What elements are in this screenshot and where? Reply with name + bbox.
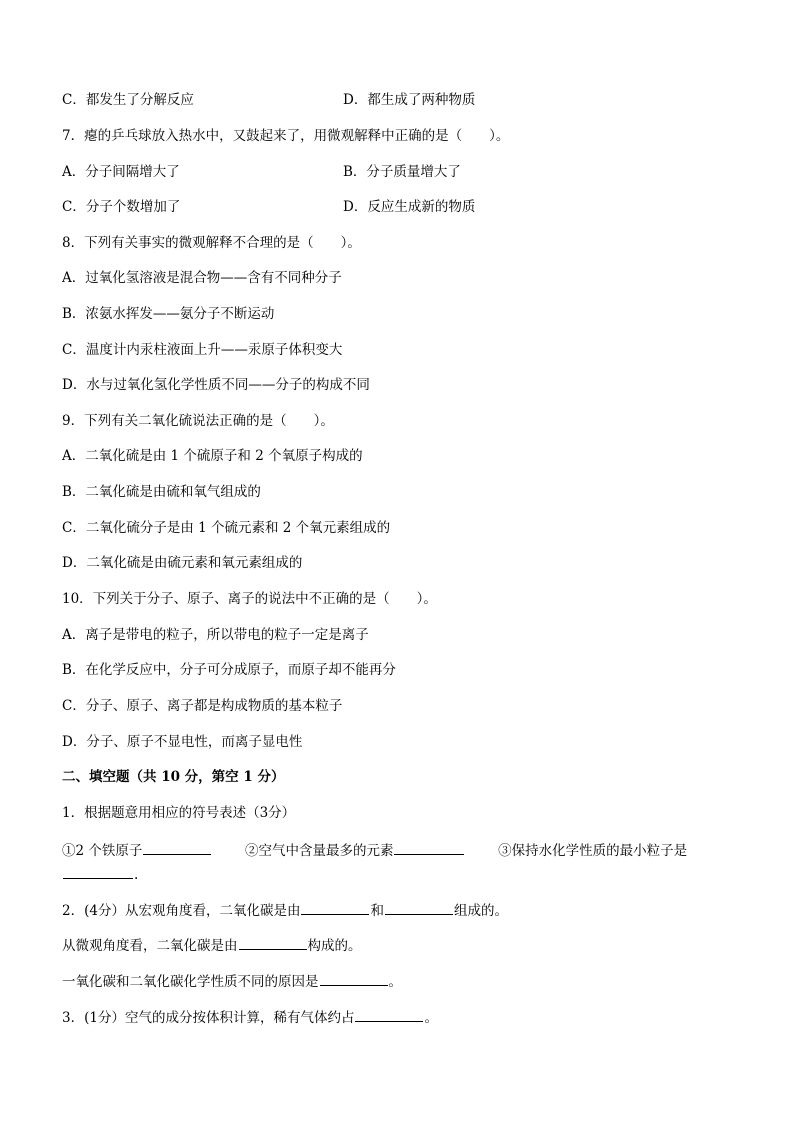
q7-option-a[interactable]: A．分子间隔增大了 bbox=[62, 164, 180, 180]
q9-option-a[interactable]: A．二氧化硫是由 1 个硫原子和 2 个氧原子构成的 bbox=[62, 448, 363, 464]
q6-options-row bbox=[62, 91, 476, 109]
fill1-blank-2[interactable] bbox=[394, 840, 464, 855]
fill3-row bbox=[62, 1007, 438, 1027]
q7-option-d[interactable]: D．反应生成新的物质 bbox=[343, 199, 476, 215]
q8-option-d[interactable]: D．水与过氧化氢化学性质不同——分子的构成不同 bbox=[62, 377, 370, 393]
q6-option-c[interactable]: C．都发生了分解反应 bbox=[62, 92, 194, 108]
fill2-blank-3[interactable] bbox=[239, 935, 307, 950]
q10-stem: 10．下列关于分子、原子、离子的说法中不正确的是（ ）。 bbox=[62, 591, 437, 607]
fill1-row bbox=[62, 840, 687, 860]
fill1-part1-label: ①2 个铁原子 bbox=[62, 843, 143, 859]
fill1-stem: 1．根据题意用相应的符号表述（3分） bbox=[62, 805, 296, 821]
fill2-row-3 bbox=[62, 971, 402, 991]
q10-option-c[interactable]: C．分子、原子、离子都是构成物质的基本粒子 bbox=[62, 698, 343, 714]
fill3-blank-1[interactable] bbox=[355, 1007, 423, 1022]
q6-option-d[interactable]: D．都生成了两种物质 bbox=[343, 92, 476, 108]
section-2-title: 二、填空题（共 10 分，第空 1 分） bbox=[62, 769, 285, 785]
fill1-part2-label: ②空气中含量最多的元素 bbox=[244, 843, 394, 859]
fill2-blank-1[interactable] bbox=[301, 900, 369, 915]
fill2-line1-c: 组成的。 bbox=[453, 903, 508, 919]
q9-option-b[interactable]: B．二氧化硫是由硫和氧气组成的 bbox=[62, 484, 261, 500]
fill1-blank-1[interactable] bbox=[143, 840, 211, 855]
fill3-line-a: 3．(1分）空气的成分按体积计算，稀有气体约占 bbox=[62, 1010, 355, 1026]
fill2-line3-b: 。 bbox=[388, 974, 402, 990]
fill2-line2-a: 从微观角度看，二氧化碳是由 bbox=[62, 938, 238, 954]
fill2-line1-a: 2．(4分）从宏观角度看，二氧化碳是由 bbox=[62, 903, 301, 919]
q8-stem: 8．下列有关事实的微观解释不合理的是（ ）。 bbox=[62, 235, 361, 251]
q8-option-c[interactable]: C．温度计内汞柱液面上升——汞原子体积变大 bbox=[62, 342, 343, 358]
q10-option-a[interactable]: A．离子是带电的粒子，所以带电的粒子一定是离子 bbox=[62, 627, 369, 643]
fill3-line-b: 。 bbox=[424, 1010, 438, 1026]
q7-options-row-1 bbox=[62, 163, 461, 181]
fill2-row-2 bbox=[62, 935, 362, 955]
q10-option-d[interactable]: D．分子、原子不显电性，而离子显电性 bbox=[62, 734, 303, 750]
fill2-blank-4[interactable] bbox=[320, 971, 388, 986]
fill1-row-continued: . bbox=[62, 864, 138, 884]
q9-option-c[interactable]: C．二氧化硫分子是由 1 个硫元素和 2 个氧元素组成的 bbox=[62, 520, 391, 536]
fill1-blank-3[interactable] bbox=[63, 864, 133, 879]
fill2-line1-b: 和 bbox=[370, 903, 384, 919]
q9-option-d[interactable]: D．二氧化硫是由硫元素和氧元素组成的 bbox=[62, 555, 303, 571]
q7-options-row-2 bbox=[62, 198, 476, 216]
fill2-blank-2[interactable] bbox=[385, 900, 453, 915]
q7-option-b[interactable]: B．分子质量增大了 bbox=[343, 164, 461, 180]
q8-option-a[interactable]: A．过氧化氢溶液是混合物——含有不同种分子 bbox=[62, 270, 342, 286]
q10-option-b[interactable]: B．在化学反应中，分子可分成原子，而原子却不能再分 bbox=[62, 662, 396, 678]
fill2-row-1 bbox=[62, 900, 508, 920]
q7-stem: 7．瘪的乒乓球放入热水中，又鼓起来了，用微观解释中正确的是（ ）。 bbox=[62, 128, 510, 144]
q7-option-c[interactable]: C．分子个数增加了 bbox=[62, 199, 181, 215]
fill2-line2-b: 构成的。 bbox=[307, 938, 362, 954]
q9-stem: 9．下列有关二氧化硫说法正确的是（ ）。 bbox=[62, 413, 334, 429]
fill1-part3-label: ③保持水化学性质的最小粒子是 bbox=[498, 843, 688, 859]
q8-option-b[interactable]: B．浓氨水挥发——氨分子不断运动 bbox=[62, 306, 275, 322]
fill2-line3-a: 一氧化碳和二氧化碳化学性质不同的原因是 bbox=[62, 974, 319, 990]
